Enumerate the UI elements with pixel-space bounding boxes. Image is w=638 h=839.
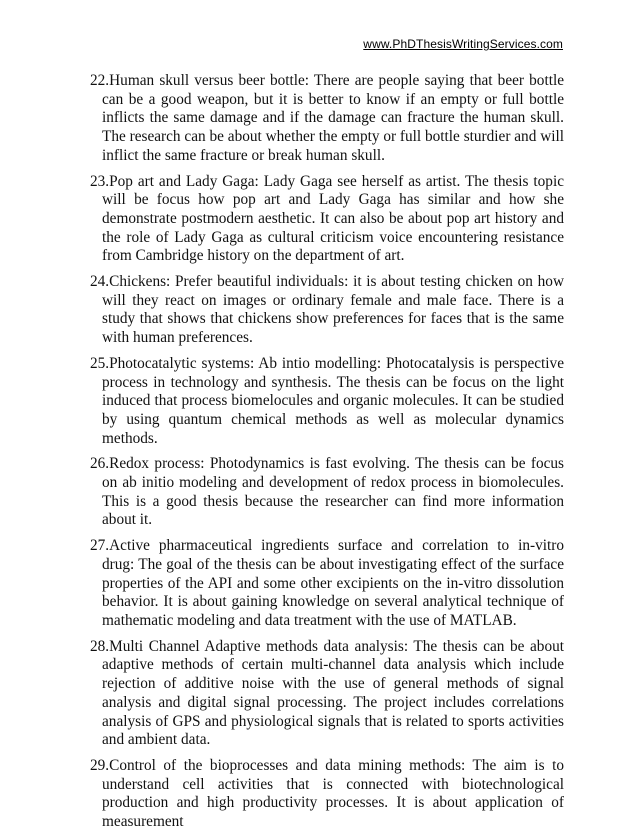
site-link[interactable]: www.PhDThesisWritingServices.com bbox=[363, 37, 563, 51]
thesis-topic-list bbox=[90, 72, 564, 839]
item-number: 23. bbox=[90, 172, 110, 190]
item-text: Photocatalytic systems: Ab intio modelling: Photocatalysis is perspective process in technology and synthesis. The thesis can be focus on the light induced that process biomelocules and organic molecules. It can be studied by using quantum chemical methods as well as molecular dynamics methods. bbox=[102, 354, 564, 447]
item-text: Redox process: Photodynamics is fast evolving. The thesis can be focus on ab initio modeling and development of redox process in biomolecules. This is a good thesis because the researcher can find more information about it. bbox=[102, 455, 564, 529]
item-number: 24. bbox=[90, 273, 110, 291]
item-number: 27. bbox=[90, 537, 110, 555]
list-item bbox=[90, 72, 564, 166]
item-text: Pop art and Lady Gaga: Lady Gaga see herself as artist. The thesis topic will be focus how pop art and Lady Gaga has similar and how she demonstrate postmodern aesthetic. It can also be about pop art history and the role of Lady Gaga as cultural criticism voice encountering resistance from Cambridge history on the department of art. bbox=[102, 172, 564, 265]
item-number: 26. bbox=[90, 455, 110, 473]
list-item bbox=[90, 455, 564, 530]
item-number: 22. bbox=[90, 72, 110, 89]
list-item bbox=[90, 537, 564, 631]
item-text: Chickens: Prefer beautiful individuals: it is about testing chicken on how will they react on images or ordinary female and male face. There is a study that shows that chickens show preferences for faces that is the same with human preferences. bbox=[102, 273, 564, 347]
item-text: Multi Channel Adaptive methods data analysis: The thesis can be about adaptive methods of certain multi-channel data analysis which include rejection of additive noise with the use of general methods of signal analysis and digital signal processing. The project includes correlations analysis of GPS and physiological signals that is related to sports activities and ambient data. bbox=[102, 637, 564, 749]
list-item bbox=[90, 638, 564, 750]
list-item bbox=[90, 173, 564, 267]
item-number: 29. bbox=[90, 756, 110, 774]
list-item bbox=[90, 355, 564, 449]
item-text: Active pharmaceutical ingredients surface and correlation to in-vitro drug: The goal of the thesis can be about investigating effect of the surface properties of the API and some other excipients on the in-vitro dissolution behavior. It is about gaining knowledge on several analytical technique of mathematic modeling and data treatment with the use of MATLAB. bbox=[102, 537, 564, 629]
item-number: 25. bbox=[90, 354, 110, 372]
item-number: 28. bbox=[90, 637, 110, 655]
list-item bbox=[90, 757, 564, 832]
item-text: Control of the bioprocesses and data mining methods: The aim is to understand cell activities that is connected with biotechnological production and high productivity processes. It is about application of measurement bbox=[102, 756, 564, 831]
item-text: Human skull versus beer bottle: There are people saying that beer bottle can be a good weapon, but it is better to know if an empty or full bottle inflicts the same damage and if the damage can fracture the human skull. The research can be about whether the empty or full bottle sturdier and will inflict the same fracture or break human skull. bbox=[102, 72, 564, 164]
list-item bbox=[90, 273, 564, 348]
